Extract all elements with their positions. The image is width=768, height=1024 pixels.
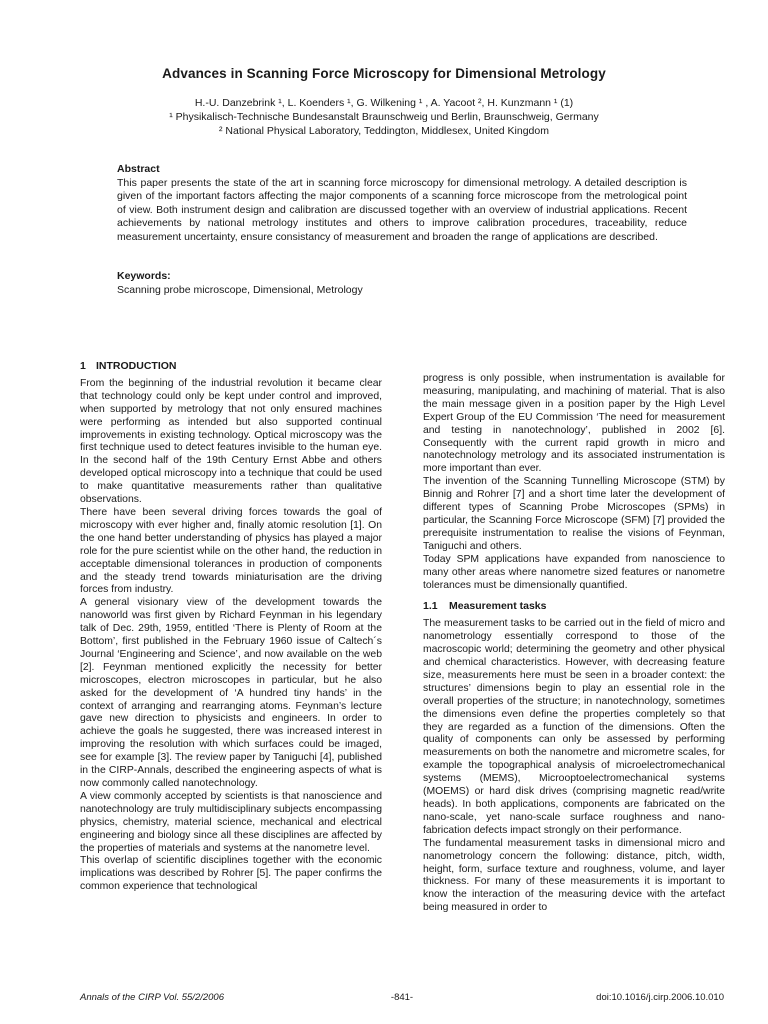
affiliation-2: ² National Physical Laboratory, Teddington, Middlesex, United Kingdom (219, 125, 549, 137)
section-number: 1 (80, 360, 86, 372)
section-title: INTRODUCTION (96, 360, 177, 372)
keywords-text: Scanning probe microscope, Dimensional, Metrology (117, 284, 363, 296)
paragraph: progress is only possible, when instrumentation is available for measuring, manipulating, and machining of material. That is also the main message given in a position paper by the High Level Expert Group of the EU Commission ‘The need for measurement and testing in nanotechnology’, published in 2002 [6]. Consequently with the current rapid growth in micro and nanotechnology metrology and its associated instrumentation is more important than ever. (423, 373, 725, 475)
footer-journal: Annals of the CIRP Vol. 55/2/2006 (80, 992, 224, 1003)
paragraph: This overlap of scientific disciplines together with the economic implications was described by Rohrer [5]. The paper confirms the common experience that technological (80, 855, 382, 893)
left-column (80, 360, 382, 894)
author-names: H.-U. Danzebrink ¹, L. Koenders ¹, G. Wilkening ¹ , A. Yacoot ², H. Kunzmann ¹ (1) (194, 97, 574, 109)
paragraph: A view commonly accepted by scientists is that nanoscience and nanotechnology are truly multidisciplinary subjects encompassing physics, chemistry, material science, mechanical and electrical engineering and biology since all these disciplines are affected by the properties of materials and systems at the nanometre level. (80, 790, 382, 854)
abstract-text: This paper presents the state of the art in scanning force microscopy for dimensional metrology. A detailed description is given of the important factors affecting the major components of a scanning force microscope from the metrological point of view. Both instrument design and calibration are discussed together with an overview of industrial applications. Recent achievements by national metrology institutes and others to improve calibration procedures, traceability, reduce measurement uncertainty, ensure consistancy of measurement and broaden the range of applications are described. (117, 176, 687, 243)
paragraph: The invention of the Scanning Tunnelling Microscope (STM) by Binnig and Rohrer [7] and a short time later the development of different types of Scanning Probe Microscopes (SPMs) in particular, the Scanning Force Microscope (SFM) [7] provided the prerequisite instrumentation to realise the visions of Feynman, Taniguchi and others. (423, 476, 725, 552)
paragraph: The fundamental measurement tasks in dimensional micro and nanometrology concern the following: distance, pitch, width, height, form, surface texture and roughness, volume, and layer thickness. For many of these measurements it is important to know the interaction of the measuring device with the artefact being measured in order to (423, 837, 725, 914)
subsection-title: Measurement tasks (449, 600, 547, 613)
abstract (117, 163, 687, 245)
keywords-heading: Keywords: (117, 270, 171, 282)
abstract-heading: Abstract (117, 163, 160, 175)
right-column (423, 373, 725, 915)
subsection-heading-measurement-tasks (423, 600, 725, 613)
paragraph: The measurement tasks to be carried out in the field of micro and nanometrology essentially correspond to those of the macroscopic world; determining the geometry and other physical and chemical characteristics. However, with decreasing feature size, measurements here must be seen in a broader context: the structures’ dimensions begin to play an essential role in the overall properties of the structure; in nanotechnology, sometimes the dimensions even define the properties completely so that they are regarded as a function of the dimensions. Often the quality of components can only be assessed by performing measurements on both the nanometre and micrometre scales, for example the topographical analysis of microelectromechanical systems (MEMS), Microoptoelectromechanical systems (MOEMS) or hard disk drives (comprising magnetic read/write heads). In both applications, components are fabricated on the nano-scale, yet nano-scale surface roughness and nano-fabrication defects impact strongly on their performance. (423, 618, 725, 836)
paragraph: A general visionary view of the development towards the nanoworld was first given by Richard Feynman in his legendary talk of Dec. 29th, 1959, entitled ‘There is Plenty of Room at the Bottom’, first published in the February 1960 issue of Caltech´s Journal ‘Engineering and Science’, and now available on the web [2]. Feynman mentioned explicitly the necessity for better microscopes, electron microscopes in particular, but he also asked for the development of ‘A hundred tiny hands’ in the context of arranging and rearranging atoms. Feynman’s lecture gave new direction to physicists and engineers. In order to achieve the goals he suggested, there was increased interest in improving the resolution with which surfaces could be imaged, see for example [3]. The review paper by Taniguchi [4], published in the CIRP-Annals, described the engineering aspects of what is now commonly called nanotechnology. (80, 597, 382, 789)
keywords (117, 269, 687, 297)
paper-title: Advances in Scanning Force Microscopy for Dimensional Metrology (162, 66, 606, 81)
footer-doi: doi:10.1016/j.cirp.2006.10.010 (596, 992, 724, 1003)
footer-page-number: -841- (390, 992, 414, 1003)
paragraph: From the beginning of the industrial revolution it became clear that technology could only be kept under control and improved, when supported by metrology that not only ensured machines were performing as intended but also supported continual improvements in existing technology. Optical microscopy was the first technique used to detect features invisible to the human eye. In the second half of the 19th Century Ernst Abbe and others developed optical microscopy into a technique that could be used to make quantitative measurements rather than qualitative observations. (80, 377, 382, 506)
subsection-number: 1.1 (423, 600, 438, 613)
paragraph: Today SPM applications have expanded from nanoscience to many other areas where nanometre sized features or nanometre tolerances must be dimensionally quantified. (423, 553, 725, 591)
paragraph: There have been several driving forces towards the goal of microscopy with ever higher and, finally atomic resolution [1]. On the one hand better understanding of physics has played a major role for the pure scientist while on the other hand, the reduction in acceptable dimensional tolerances in production of components and the steady trend towards miniaturisation are the driving forces from industry. (80, 506, 382, 596)
affiliation-1: ¹ Physikalisch-Technische Bundesanstalt Braunschweig und Berlin, Braunschweig, Germany (169, 111, 599, 123)
section-heading-introduction (80, 360, 382, 373)
author-block (0, 96, 768, 138)
page-footer (80, 992, 724, 1006)
